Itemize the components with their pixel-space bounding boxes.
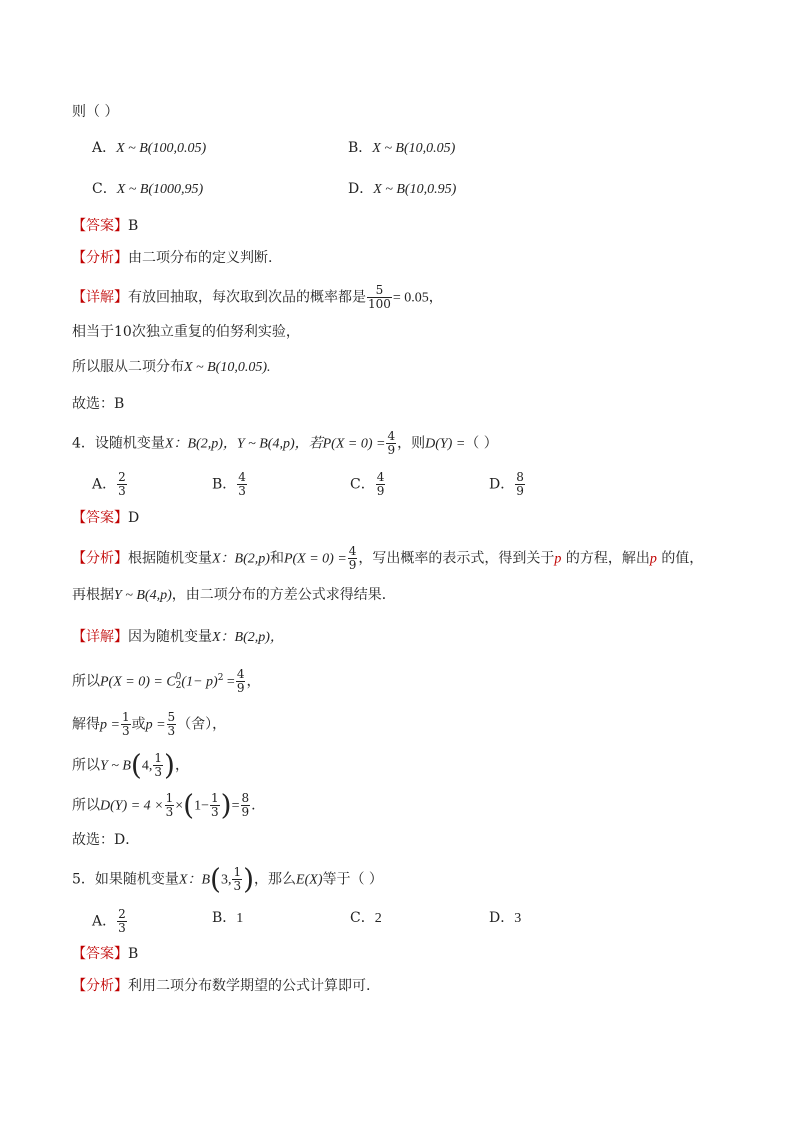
q4-detail-line-4: 所以Y ~ B(4, $\frac{1}{3}$ )， xyxy=(72,748,189,782)
q3-detail-line-1: 【详解】有放回抽取，每次取到次品的概率都是 $\frac{5}{100}$ = 0.05， xyxy=(72,283,443,311)
q4-option-b[interactable]: B． $\frac{4}{3}$ xyxy=(212,470,246,498)
right-paren: ) xyxy=(164,748,175,782)
fraction: $\frac{1}{3}$ xyxy=(154,751,162,779)
right-paren: ) xyxy=(220,788,232,822)
fraction: $\frac{4}{9}$ xyxy=(387,429,396,457)
q3-answer: 【答案】B xyxy=(72,218,139,234)
q4-answer: 【答案】D xyxy=(72,510,140,526)
left-paren: ( xyxy=(210,862,221,896)
q4-analysis-line-1: 【分析】根据随机变量X：B(2,p)和P(X = 0) = $\frac{4}{9}$ ，写出概率的表示式，得到关于p 的方程，解出p 的值， xyxy=(72,544,704,572)
q4-detail-line-3: 解得p = $\frac{1}{3}$ 或p = $\frac{5}{3}$ （舍）， xyxy=(72,710,227,738)
q5-answer: 【答案】B xyxy=(72,946,139,962)
fraction: $\frac{1}{3}$ xyxy=(121,710,130,738)
fraction: $\frac{4}{3}$ xyxy=(238,470,246,498)
fraction: $\frac{4}{9}$ xyxy=(236,667,245,696)
fraction: $\frac{2}{3}$ xyxy=(118,470,126,498)
q3-analysis: 【分析】由二项分布的定义判断. xyxy=(72,250,273,266)
q4-option-c[interactable]: C． $\frac{4}{9}$ xyxy=(350,470,385,498)
q4-option-d[interactable]: D． $\frac{8}{9}$ xyxy=(489,470,524,498)
fraction: $\frac{4}{9}$ xyxy=(348,544,357,572)
fraction: $\frac{1}{3}$ xyxy=(233,865,242,893)
left-paren: ( xyxy=(130,748,142,782)
q3-stem-tail: 则（ ） xyxy=(72,104,119,120)
q3-option-c[interactable]: C．X ~ B(1000,95) xyxy=(92,181,204,197)
fraction: $\frac{1}{3}$ xyxy=(211,791,219,819)
q4-detail-line-5: 所以D(Y) = 4 × $\frac{1}{3}$ ×(1− $\frac{1}{3}$ )= $\frac{8}{9}$ . xyxy=(72,788,256,822)
q4-analysis-line-2: 再根据Y ~ B(4,p)，由二项分布的方差公式求得结果． xyxy=(72,587,396,603)
fraction: $\frac{8}{9}$ xyxy=(516,470,524,498)
q4-option-a[interactable]: A． $\frac{2}{3}$ xyxy=(92,470,126,498)
q4-stem: 4．设随机变量X：B(2,p)，Y ~ B(4,p)，若P(X = 0) = $\frac{4}{9}$ ，则D(Y) =（ ） xyxy=(72,429,498,457)
fraction: $\frac{5}{3}$ xyxy=(167,710,176,738)
q3-detail-line-2: 相当于10次独立重复的伯努利实验， xyxy=(72,324,300,340)
right-paren: ) xyxy=(243,862,255,896)
fraction: $\frac{5}{100}$ xyxy=(368,283,391,311)
fraction: $\frac{8}{9}$ xyxy=(241,791,250,819)
q5-option-c[interactable]: C．2 xyxy=(350,910,382,926)
q4-select: 故选：D． xyxy=(72,832,140,848)
fraction: $\frac{1}{3}$ xyxy=(165,791,174,819)
q5-analysis: 【分析】利用二项分布数学期望的公式计算即可. xyxy=(72,978,371,994)
q4-detail-line-2: 所以P(X = 0) = C 0 2 $(1- p)^2$ = $\frac{4}{9}$ ， xyxy=(72,667,261,696)
q5-option-b[interactable]: B．1 xyxy=(212,910,244,926)
q5-option-a[interactable]: A． $\frac{2}{3}$ xyxy=(92,907,126,935)
q5-option-d[interactable]: D．3 xyxy=(489,910,522,926)
fraction: $\frac{2}{3}$ xyxy=(118,907,126,935)
q5-stem: 5．如果随机变量X：B(3, $\frac{1}{3}$ )，那么E(X)等于（ ） xyxy=(72,862,383,896)
combination-indices: 0 2 xyxy=(175,671,182,691)
q3-select: 故选：B xyxy=(72,396,125,412)
q3-option-a[interactable]: A．X ~ B(100,0.05) xyxy=(92,140,207,156)
q4-detail-line-1: 【详解】因为随机变量X：B(2,p)， xyxy=(72,629,284,645)
q3-detail-line-3: 所以服从二项分布X ~ B(10,0.05). xyxy=(72,359,271,375)
q3-option-b[interactable]: B．X ~ B(10,0.05) xyxy=(348,140,456,156)
q3-option-d[interactable]: D．X ~ B(10,0.95) xyxy=(348,181,457,197)
left-paren: ( xyxy=(183,788,195,822)
fraction: $\frac{4}{9}$ xyxy=(376,470,385,498)
